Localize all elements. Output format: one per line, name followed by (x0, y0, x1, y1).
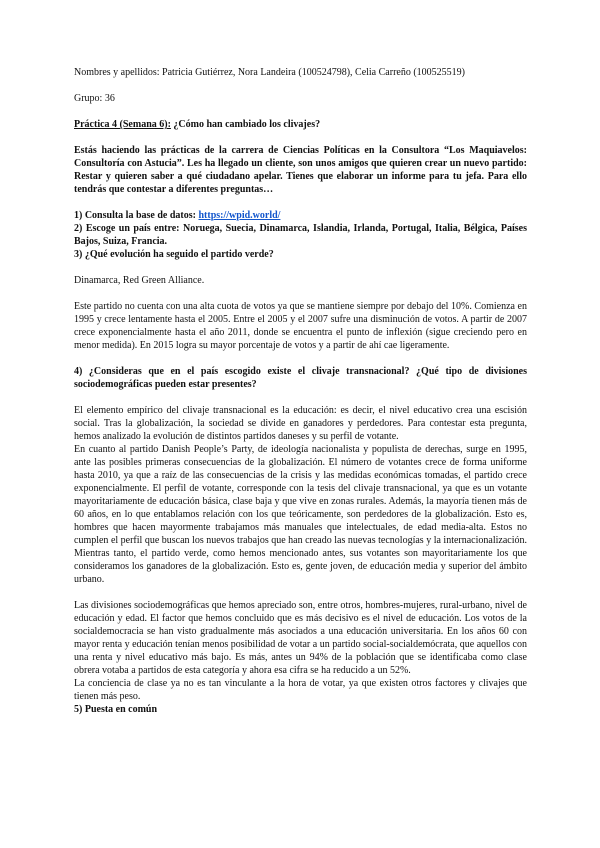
document-page (74, 66, 527, 716)
group-line: Grupo: 36 (74, 93, 115, 104)
authors-line: Nombres y apellidos: Patricia Gutiérrez, Nora Landeira (100524798), Celia Carreño (100525519) (74, 67, 465, 78)
task-2: 2) Escoge un país entre: Noruega, Suecia, Dinamarca, Islandia, Irlanda, Portugal, Italia, Bélgica, Países Bajos, Suiza, Francia. (74, 223, 527, 247)
question-5: 5) Puesta en común (74, 704, 158, 715)
intro-paragraph: Estás haciendo las prácticas de la carrera de Ciencias Políticas en la Consultora “Los Maquiavelos: Consultoría con Astucia”. Les ha llegado un cliente, son unos amigos que quieren crear un nuevo partido: Restar y quieren saber a qué ciudadano apelar. Tienes que elaborar un informe para tu jefa. Para ello tendrás que contestar a diferentes preguntas… (74, 145, 527, 195)
task-1 (74, 209, 527, 222)
answer-4-paragraph-1: El elemento empírico del clivaje transnacional es la educación: es decir, el nivel educativo crea una escisión social. Tras la globalización, la sociedad se divide en ganadores y perdedores. Para contestar esta pregunta, hemos analizado la evolución de distintos partidos daneses y su perfil de votante. (74, 405, 527, 442)
answer-4-paragraph-3: Las divisiones sociodemográficas que hemos apreciado son, entre otros, hombres-mujeres, rural-urbano, nivel de educación y edad. El factor que hemos concluido que es más decisivo es el nivel de educación. Los votos de la socialdemocracia se han visto gradualmente más asociados a una educación universitaria. En los años 60 con mayor renta y educación tenían menos posibilidad de votar a un partido social-socialdemócrata, que aquellos con una renta y nivel educativo más bajo. Es más, antes un 94% de la población que se identificaba como clase obrera votaba a partidos de esta categoría y ahora esa cifra se ha reducido a un 52%. (74, 600, 527, 676)
practice-title-question: ¿Cómo han cambiado los clivajes? (170, 119, 321, 130)
practice-title-label: Práctica 4 (Semana 6): (74, 119, 171, 130)
database-link[interactable]: https://wpid.world/ (198, 210, 281, 221)
task-3: 3) ¿Qué evolución ha seguido el partido verde? (74, 249, 274, 260)
practice-title (74, 118, 527, 131)
answer-3-text: Este partido no cuenta con una alta cuota de votos ya que se mantiene siempre por debajo del 10%. Comienza en 1995 y crece lentamente hasta el 2005. Entre el 2005 y el 2007 sufre una disminución de votos. A partir de 2007 crece exponencialmente hasta el año 2011, donde se encuentra el punto de inflexión (sigue creciendo pero en menor medida). En 2015 logra su mayor porcentaje de votos y a partir de ahí cae ligeramente. (74, 301, 527, 351)
answer-3-country: Dinamarca, Red Green Alliance. (74, 275, 205, 286)
answer-4-paragraph-4: La conciencia de clase ya no es tan vinculante a la hora de votar, ya que existen otros factores y clivajes que tienen más peso. (74, 678, 527, 702)
answer-4-paragraph-2: En cuanto al partido Danish People’s Party, de ideología nacionalista y populista de derechas, surge en 1995, ante las posibles primeras consecuencias de la globalización. El número de votantes crece de forma uniforme hasta 2010, ya que a raíz de las consecuencias de la crisis y las medidas económicas tomadas, el partido crece exponencialmente. El perfil de votante, corresponde con la tesis del clivaje transnacional, ya que es un votante mayoritariamente de educación básica, clase baja y que vive en zonas rurales. Además, la mayoría tienen más de 60 años, en lo que entablamos relación con los que teóricamente, son perdedores de la globalización. Esto es, hombres que hacen mayormente trabajamos más manuales que intelectuales, de edad media-alta. Estos no cumplen el perfil que buscan los nuevos trabajos que han creado las nuevas tecnologías y la internacionalización. Mientras tanto, el partido verde, como hemos mencionado antes, sus votantes son mayoritariamente los que consideramos los ganadores de la globalización. Esto es, gente joven, de educación media y superior del ámbito urbano. (74, 444, 527, 585)
task-1-text: 1) Consulta la base de datos: (74, 210, 199, 221)
question-4: 4) ¿Consideras que en el país escogido existe el clivaje transnacional? ¿Qué tipo de divisiones sociodemográficas pueden estar presentes? (74, 366, 527, 390)
